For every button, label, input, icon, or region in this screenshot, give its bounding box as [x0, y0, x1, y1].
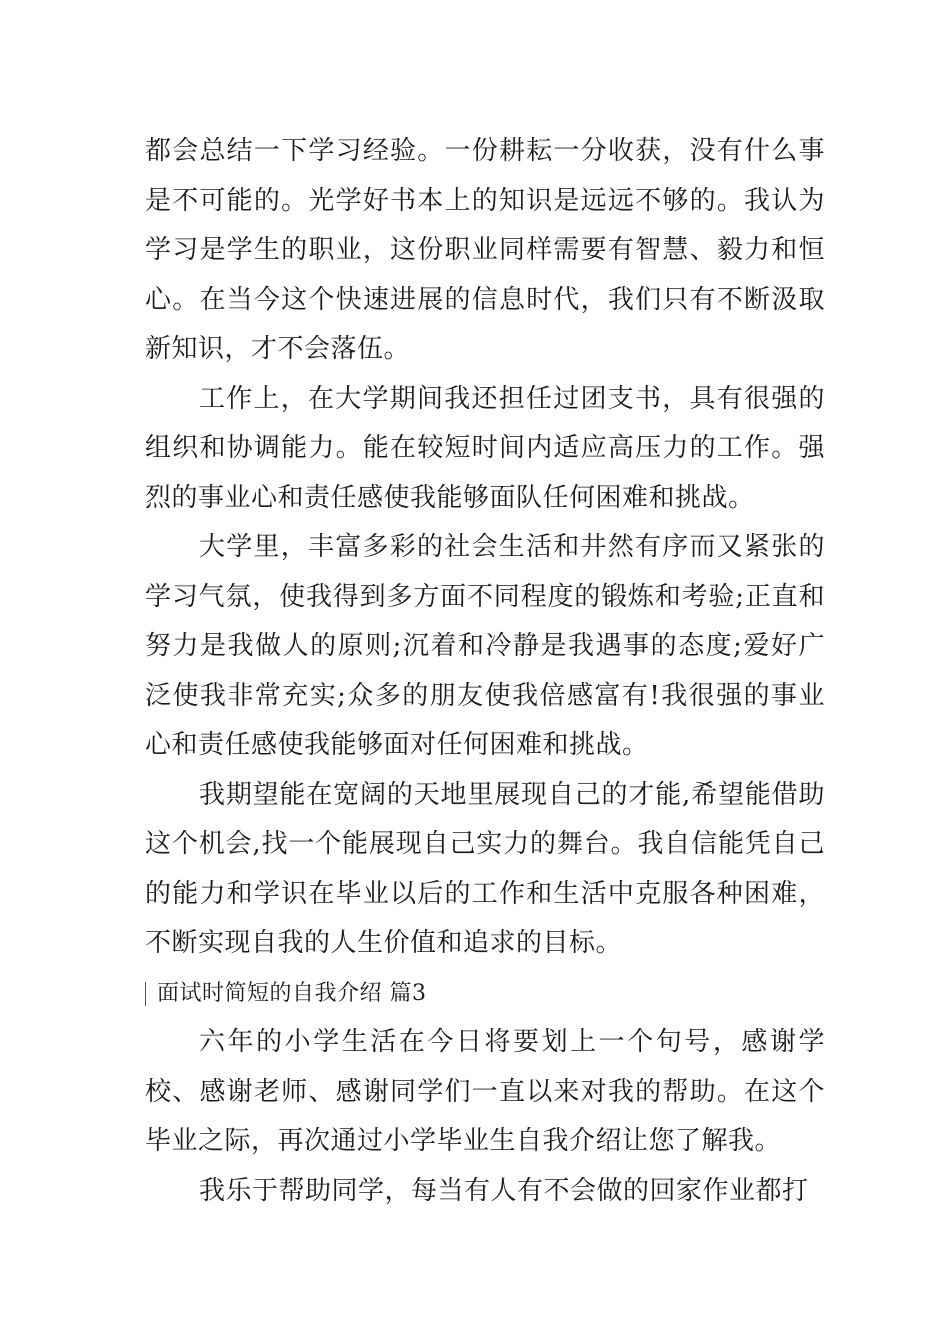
heading-marker	[145, 982, 146, 1006]
paragraph-aspiration: 我期望能在宽阔的天地里展现自己的才能,希望能借助这个机会,找一个能展现自己实力的舞台。我自信能凭自己的能力和学识在毕业以后的工作和生活中克服各种困难，不断实现自我的人生价值和追求的目标。	[145, 779, 825, 958]
paragraph-study: 都会总结一下学习经验。一份耕耘一分收获，没有什么事是不可能的。光学好书本上的知识是远远不够的。我认为学习是学生的职业，这份职业同样需要有智慧、毅力和恒心。在当今这个快速进展的信息时代，我们只有不断汲取新知识，才不会落伍。	[145, 136, 825, 364]
document-body	[145, 127, 825, 1216]
section-heading	[145, 969, 825, 1019]
paragraph-primary-school: 六年的小学生活在今日将要划上一个句号，感谢学校、感谢老师、感谢同学们一直以来对我的帮助。在这个毕业之际，再次通过小学毕业生自我介绍让您了解我。	[145, 1027, 825, 1156]
paragraph-helping: 我乐于帮助同学，每当有人有不会做的回家作业都打	[199, 1175, 809, 1206]
paragraph-work: 工作上，在大学期间我还担任过团支书，具有很强的组织和协调能力。能在较短时间内适应高压力的工作。强烈的事业心和责任感使我能够面队任何困难和挑战。	[145, 383, 825, 513]
section-heading-text: 面试时简短的自我介绍 篇3	[157, 980, 427, 1006]
paragraph-university: 大学里，丰富多彩的社会生活和井然有序而又紧张的学习气氛，使我得到多方面不同程度的锻炼和考验;正直和努力是我做人的原则;沉着和冷静是我遇事的态度;爱好广泛使我非常充实;众多的朋友使我倍感富有!我很强的事业心和责任感使我能够面对任何困难和挑战。	[145, 532, 825, 760]
